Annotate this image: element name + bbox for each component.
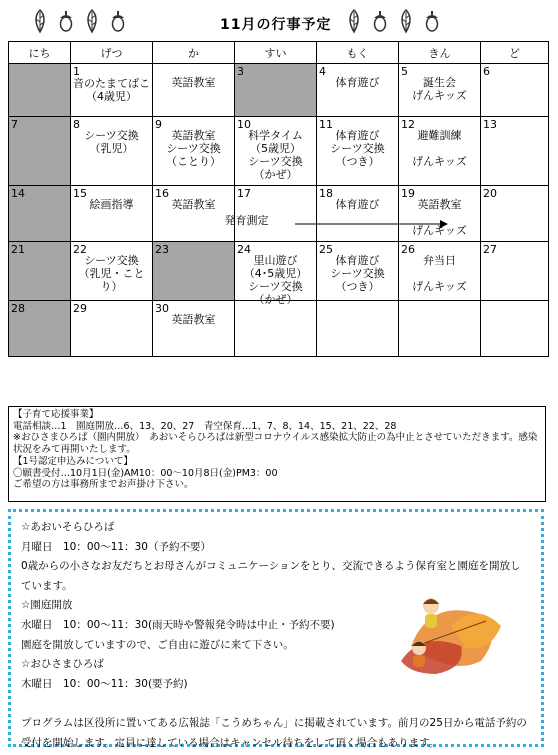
day-events <box>235 129 316 181</box>
day-number: 13 <box>483 118 497 131</box>
leaf-icon <box>30 8 50 34</box>
calendar-day-cell <box>317 117 399 186</box>
event-text: 英語教室 <box>417 198 462 211</box>
weekday-header-4: もく <box>317 42 399 64</box>
support-line: 電話相談…1 園庭開放…6、13、20、27 青空保育…1、7、8、14、15、21、22、28 <box>13 420 397 432</box>
info-line: 園庭を開放していますので、ご自由に遊びに来て下さい。 <box>21 638 294 651</box>
calendar-day-cell <box>481 186 549 242</box>
event-text: シーツ交換 <box>166 142 221 155</box>
day-number: 25 <box>319 243 333 256</box>
calendar-day-cell <box>481 117 549 186</box>
calendar-day-cell <box>399 117 481 186</box>
event-text: （4･5歳児） <box>243 267 308 280</box>
calendar-day-cell <box>9 186 71 242</box>
day-number: 6 <box>483 65 490 78</box>
calendar-day-cell <box>9 242 71 301</box>
calendar-week-row <box>9 301 549 357</box>
day-events <box>71 129 152 155</box>
acorn-icon <box>108 8 128 34</box>
event-text: シーツ交換 <box>330 142 385 155</box>
info-line: 水曜日 10：00～11：30(雨天時や警報発令時は中止・予約不要) <box>21 618 335 631</box>
event-text: 体育遊び <box>335 254 380 267</box>
day-events <box>153 313 234 326</box>
event-text: げんキッズ <box>412 155 467 168</box>
calendar-day-cell <box>9 301 71 357</box>
day-events <box>399 254 480 293</box>
event-text: 英語教室 <box>171 198 216 211</box>
acorn-icon <box>56 8 76 34</box>
event-text: （ことり） <box>166 155 221 168</box>
support-line: ※おひさまひろば（園内開放） あおいそらひろばは新型コロナウイルス感染拡大防止の為中止とさせていただきます。感染状況をみて再開いたします。 <box>13 432 538 456</box>
event-text: （乳児・ことり） <box>78 267 145 293</box>
header <box>0 6 558 40</box>
event-text: 科学タイム <box>248 129 303 142</box>
calendar-day-cell <box>481 64 549 117</box>
day-number: 18 <box>319 187 333 200</box>
event-text: シーツ交換 <box>84 129 139 142</box>
calendar-day-cell <box>317 64 399 117</box>
calendar-day-cell <box>399 64 481 117</box>
leaf-icon <box>344 8 364 34</box>
info-line: プログラムは区役所に置いてある広報誌「こうめちゃん」に掲載されています。前月の25日から電話予約の受付を開始します。定員に達している場合はキャンセル待ちをして頂く場合もあります。 <box>21 716 527 749</box>
event-text: 体育遊び <box>335 76 380 89</box>
support-line: 【1号認定申込みについて】 <box>13 455 133 467</box>
day-number: 16 <box>155 187 169 200</box>
calendar-day-cell <box>235 117 317 186</box>
day-number: 26 <box>401 243 415 256</box>
support-line: ご希望の方は事務所までお声掛け下さい。 <box>13 479 194 491</box>
event-text: （かぜ） <box>253 293 298 306</box>
calendar-week-row <box>9 117 549 186</box>
event-text: シーツ交換 <box>248 280 303 293</box>
calendar-day-cell <box>481 301 549 357</box>
calendar-day-cell <box>235 301 317 357</box>
event-text: （5歳児） <box>250 142 301 155</box>
calendar-day-cell <box>399 242 481 301</box>
info-line <box>21 694 531 714</box>
day-events <box>235 254 316 306</box>
event-text: シーツ交換 <box>330 267 385 280</box>
event-text: シーツ交換 <box>248 155 303 168</box>
weekday-header-row <box>9 42 549 64</box>
event-text: 絵画指導 <box>89 198 134 211</box>
day-number: 5 <box>401 65 408 78</box>
day-number: 29 <box>73 302 87 315</box>
day-events <box>317 254 398 293</box>
calendar-day-cell <box>71 117 153 186</box>
day-events <box>71 77 152 103</box>
calendar-day-cell <box>153 242 235 301</box>
info-line: 0歳からの小さなお友だちとお母さんがコミュニケーションをとり、交流できるよう保育室と園庭を開放しています。 <box>21 560 521 592</box>
event-text: 体育遊び <box>335 129 380 142</box>
event-text: 里山遊び <box>253 254 298 267</box>
calendar-day-cell <box>153 117 235 186</box>
calendar-day-cell <box>235 242 317 306</box>
event-text: （乳児） <box>89 142 134 155</box>
day-events <box>399 129 480 168</box>
event-text: 音のたまてばこ <box>73 77 150 90</box>
day-number: 17 <box>237 187 251 200</box>
event-text <box>399 211 480 224</box>
calendar-day-cell <box>481 242 549 301</box>
calendar-day-cell <box>153 64 235 117</box>
support-line: 〇願書受付…10月1日(金)AM10：00～10月8日(金)PM3：00 <box>13 467 278 479</box>
calendar-day-cell <box>9 117 71 186</box>
page-title: 11月の行事予定 <box>220 17 332 33</box>
event-text: 体育遊び <box>335 198 380 211</box>
event-text: シーツ交換 <box>84 254 139 267</box>
day-events <box>399 198 480 237</box>
event-text: 避難訓練 <box>417 129 462 142</box>
info-line: 木曜日 10：00～11：30(要予約) <box>21 677 188 690</box>
event-text: （つき） <box>335 280 380 293</box>
day-number: 23 <box>155 243 169 256</box>
program-info-box <box>8 509 544 747</box>
info-line: ☆おひさまひろば <box>21 658 104 671</box>
day-number: 11 <box>319 118 333 131</box>
event-text: 英語教室 <box>171 313 216 326</box>
calendar-day-cell <box>317 301 399 357</box>
day-number: 28 <box>11 302 25 315</box>
calendar-day-cell <box>235 64 317 117</box>
calendar-day-cell <box>317 242 399 301</box>
event-text: げんキッズ <box>412 280 467 293</box>
support-info-box <box>8 406 546 502</box>
calendar-day-cell <box>71 186 153 242</box>
event-text: 英語教室 <box>171 129 216 142</box>
day-number: 24 <box>237 243 251 256</box>
event-text: 英語教室 <box>171 76 216 89</box>
calendar-week-row <box>9 186 549 242</box>
calendar-week-row <box>9 64 549 117</box>
day-events <box>317 198 398 211</box>
day-events <box>153 129 234 168</box>
day-number: 12 <box>401 118 415 131</box>
day-number: 8 <box>73 118 80 131</box>
acorn-icon <box>370 8 390 34</box>
event-text: 誕生会 <box>423 76 456 89</box>
info-line: ☆あおいそらひろば <box>21 521 115 533</box>
calendar-day-cell <box>9 64 71 117</box>
day-number: 4 <box>319 65 326 78</box>
event-text <box>399 142 480 155</box>
day-number: 3 <box>237 65 244 78</box>
day-number: 21 <box>11 243 25 256</box>
day-events <box>317 76 398 89</box>
event-text: 弁当日 <box>423 254 456 267</box>
calendar-day-cell <box>153 301 235 357</box>
event-text <box>399 267 480 280</box>
day-events <box>153 198 234 211</box>
leaf-icon <box>82 8 102 34</box>
event-text: げんキッズ <box>412 89 467 102</box>
day-number: 7 <box>11 118 18 131</box>
weekday-header-0: にち <box>9 42 71 64</box>
day-number: 10 <box>237 118 251 131</box>
day-number: 19 <box>401 187 415 200</box>
day-number: 1 <box>73 65 80 78</box>
event-text: （4歳児） <box>86 90 137 103</box>
day-events <box>71 254 152 293</box>
event-text: （かぜ） <box>253 168 298 181</box>
day-number: 15 <box>73 187 87 200</box>
event-text: 発育測定 <box>224 214 269 227</box>
calendar-day-cell <box>317 186 399 242</box>
calendar-day-cell <box>71 301 153 357</box>
day-number: 14 <box>11 187 25 200</box>
calendar-day-cell <box>224 186 317 242</box>
day-events <box>71 198 152 211</box>
calendar-table <box>8 41 549 357</box>
day-number: 27 <box>483 243 497 256</box>
event-text: げんキッズ <box>412 224 467 237</box>
event-text: （つき） <box>335 155 380 168</box>
info-line: ☆園庭開放 <box>21 599 73 612</box>
acorn-icon <box>422 8 442 34</box>
day-events <box>399 76 480 102</box>
day-events <box>153 76 234 89</box>
autumn-leaves-children-icon <box>391 576 509 686</box>
weekday-header-2: か <box>153 42 235 64</box>
weekday-header-3: すい <box>235 42 317 64</box>
calendar-day-cell <box>71 242 153 301</box>
leaf-icon <box>396 8 416 34</box>
day-number: 20 <box>483 187 497 200</box>
weekday-header-6: ど <box>481 42 549 64</box>
day-number: 9 <box>155 118 162 131</box>
calendar-week-row <box>9 242 549 301</box>
support-line: 【子育て応援事業】 <box>13 409 99 420</box>
calendar-day-cell <box>399 186 481 242</box>
day-events <box>317 129 398 168</box>
day-number: 30 <box>155 302 169 315</box>
day-number: 22 <box>73 243 87 256</box>
calendar-day-cell <box>71 64 153 117</box>
calendar-day-cell <box>399 301 481 357</box>
weekday-header-1: げつ <box>71 42 153 64</box>
info-line: 月曜日 10：00～11：30（予約不要） <box>21 540 211 553</box>
weekday-header-5: きん <box>399 42 481 64</box>
